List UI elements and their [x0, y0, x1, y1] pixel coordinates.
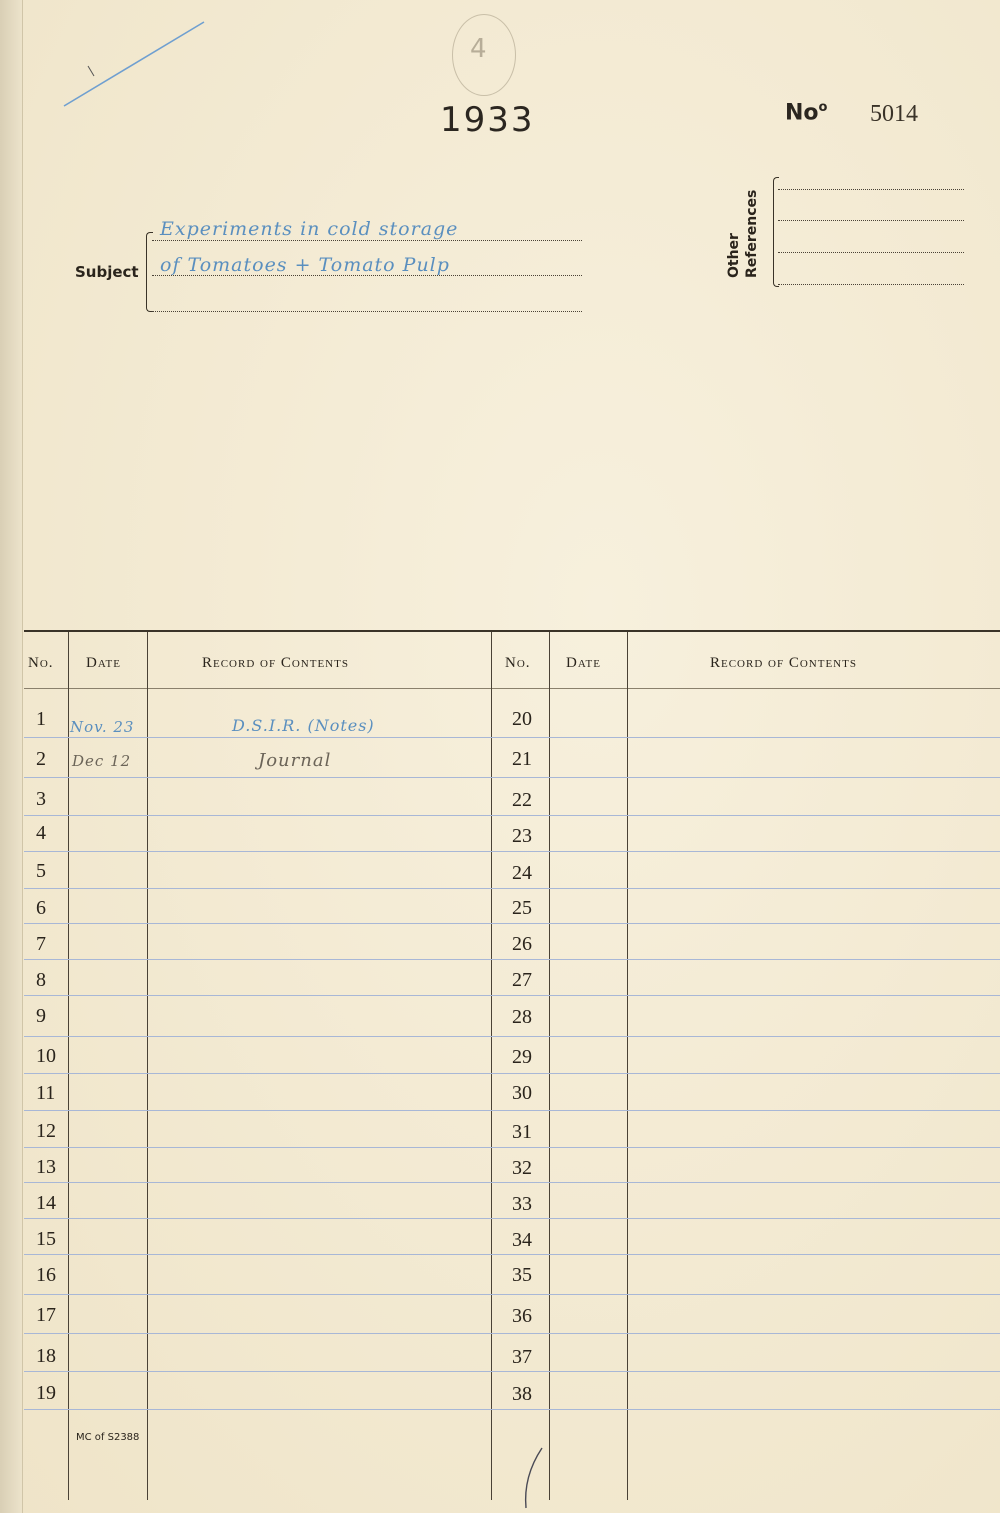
column-header-no-left: No.	[28, 655, 54, 671]
row-number-left: 11	[36, 1082, 56, 1104]
row-number-left: 12	[36, 1120, 56, 1142]
row-number-left: 8	[36, 969, 46, 991]
row-rule	[24, 1182, 1000, 1183]
reference-line-2	[778, 220, 964, 221]
row-number-right: 36	[512, 1305, 532, 1327]
row-rule	[24, 923, 1000, 924]
row-rule	[24, 815, 1000, 816]
row-1-date: Nov. 23	[70, 718, 135, 736]
row-rule	[24, 995, 1000, 996]
subject-brace	[146, 232, 153, 312]
other-ref-line2: References	[744, 189, 760, 278]
row-number-right: 35	[512, 1264, 532, 1286]
row-1-record: D.S.I.R. (Notes)	[232, 716, 375, 735]
number-label-text: No	[785, 100, 819, 126]
row-number-left: 13	[36, 1156, 56, 1178]
subject-text-line-1: Experiments in cold storage	[160, 218, 459, 240]
row-number-right: 30	[512, 1082, 532, 1104]
row-rule	[24, 1147, 1000, 1148]
subject-text-line-2: of Tomatoes + Tomato Pulp	[160, 254, 450, 276]
row-rule	[24, 737, 1000, 738]
file-year: 1933	[440, 100, 535, 140]
row-number-right: 31	[512, 1121, 532, 1143]
row-rule	[24, 1036, 1000, 1037]
subject-line-1	[152, 240, 582, 241]
reference-line-4	[778, 284, 964, 285]
row-rule	[24, 1110, 1000, 1111]
row-rule	[24, 1409, 1000, 1410]
reference-line-3	[778, 252, 964, 253]
row-rule	[24, 1073, 1000, 1074]
row-number-left: 15	[36, 1228, 56, 1250]
other-ref-line1: Other	[726, 233, 742, 278]
row-rule	[24, 1371, 1000, 1372]
row-rule	[24, 851, 1000, 852]
row-number-right: 34	[512, 1229, 532, 1251]
row-2-date: Dec 12	[72, 752, 132, 770]
row-number-left: 9	[36, 1005, 46, 1027]
form-code: MC of S2388	[76, 1432, 140, 1443]
column-divider	[627, 632, 628, 1500]
row-number-right: 33	[512, 1193, 532, 1215]
row-rule	[24, 1218, 1000, 1219]
binding-spine	[0, 0, 23, 1513]
row-rule	[24, 959, 1000, 960]
column-header-date-left: Date	[86, 655, 121, 671]
column-header-record-left: Record of Contents	[202, 655, 349, 671]
folio-number: 4	[470, 34, 487, 64]
row-number-right: 29	[512, 1046, 532, 1068]
references-brace	[773, 177, 779, 287]
row-number-right: 20	[512, 708, 532, 730]
row-number-left: 17	[36, 1304, 56, 1326]
row-number-left: 18	[36, 1345, 56, 1367]
column-header-no-right: No.	[505, 655, 531, 671]
row-number-right: 22	[512, 789, 532, 811]
row-rule	[24, 1294, 1000, 1295]
other-references-label	[722, 178, 772, 278]
table-top-rule	[24, 630, 1000, 632]
row-number-left: 14	[36, 1192, 56, 1214]
row-number-right: 38	[512, 1383, 532, 1405]
row-number-left: 4	[36, 822, 46, 844]
row-rule	[24, 888, 1000, 889]
row-number-right: 28	[512, 1006, 532, 1028]
row-number-right: 21	[512, 748, 532, 770]
row-number-right: 37	[512, 1346, 532, 1368]
subject-label: Subject	[75, 263, 139, 281]
pen-stroke-mark	[518, 1446, 548, 1511]
row-number-left: 10	[36, 1045, 56, 1067]
row-rule	[24, 1333, 1000, 1334]
row-number-right: 24	[512, 862, 532, 884]
file-number-label: No$^o$	[785, 100, 828, 126]
row-number-left: 3	[36, 788, 46, 810]
row-number-right: 25	[512, 897, 532, 919]
row-number-left: 5	[36, 860, 46, 882]
row-number-right: 27	[512, 969, 532, 991]
reference-line-1	[778, 189, 964, 190]
column-divider	[549, 632, 550, 1500]
row-number-left: 2	[36, 748, 46, 770]
file-number-value: 5014	[870, 101, 918, 127]
row-number-right: 26	[512, 933, 532, 955]
column-header-record-right: Record of Contents	[710, 655, 857, 671]
column-divider	[491, 632, 492, 1500]
column-divider	[68, 632, 69, 1500]
pencil-stroke-mark	[60, 18, 210, 113]
table-header-rule	[24, 688, 1000, 689]
row-2-record: Journal	[258, 750, 332, 771]
row-rule	[24, 1254, 1000, 1255]
column-header-date-right: Date	[566, 655, 601, 671]
subject-line-3	[152, 311, 582, 312]
column-divider	[147, 632, 148, 1500]
row-number-right: 23	[512, 825, 532, 847]
row-number-left: 19	[36, 1382, 56, 1404]
row-number-left: 7	[36, 933, 46, 955]
row-number-left: 16	[36, 1264, 56, 1286]
row-number-left: 1	[36, 708, 46, 730]
row-rule	[24, 777, 1000, 778]
row-number-left: 6	[36, 897, 46, 919]
row-number-right: 32	[512, 1157, 532, 1179]
